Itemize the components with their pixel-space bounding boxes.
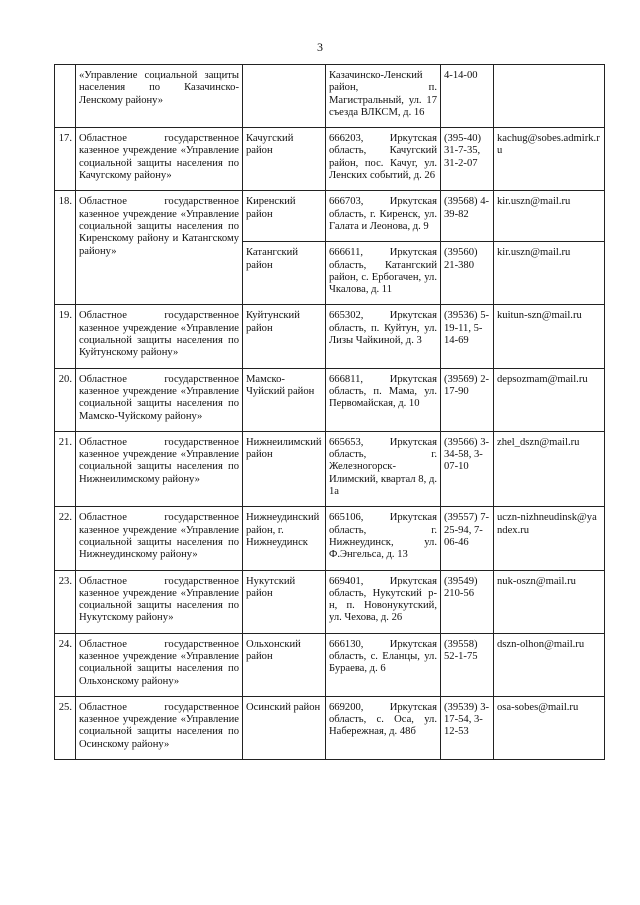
table-row [55,570,605,633]
email: uczn-nizhneudinsk@yandex.ru [494,507,605,570]
row-number: 17. [55,128,76,191]
email: kir.uszn@mail.ru [494,191,605,242]
table-row [55,368,605,431]
address: Казачинско-Ленский район, п. Магистральный, ул. 17 съезда ВЛКСМ, д. 16 [326,65,441,128]
address: 665302, Иркутская область, п. Куйтун, ул. Лизы Чайкиной, д. 3 [326,305,441,368]
address: 665106, Иркутская область, г. Нижнеудинск, ул. Ф.Энгельса, д. 13 [326,507,441,570]
table-row [55,696,605,759]
institution-name: Областное государственное казенное учреждение «Управление социальной защиты населения по Мамско-Чуйскому району» [76,368,243,431]
row-number: 18. [55,191,76,305]
email: kachug@sobes.admirk.ru [494,128,605,191]
table-row [55,633,605,696]
row-number: 19. [55,305,76,368]
table-row [55,431,605,506]
address: 665653, Иркутская область, г. Железногорск-Илимский, квартал 8, д. 1а [326,431,441,506]
district: Катангский район [243,242,326,305]
institution-name: Областное государственное казенное учреждение «Управление социальной защиты населения по Нукутскому району» [76,570,243,633]
institution-name: Областное государственное казенное учреждение «Управление социальной защиты населения по Качугскому району» [76,128,243,191]
district: Нукутский район [243,570,326,633]
district: Ольхонский район [243,633,326,696]
institution-name: Областное государственное казенное учреждение «Управление социальной защиты населения по Ольхонскому району» [76,633,243,696]
address: 669401, Иркутская область, Нукутский р-н, п. Новонукутский, ул. Чехова, д. 26 [326,570,441,633]
phone: (39557) 7-25-94, 7-06-46 [441,507,494,570]
phone: (39566) 3-34-58, 3-07-10 [441,431,494,506]
district: Куйтунский район [243,305,326,368]
institution-name: Областное государственное казенное учреждение «Управление социальной защиты населения по Нижнеудинскому району» [76,507,243,570]
address: 669200, Иркутская область, с. Оса, ул. Набережная, д. 48б [326,696,441,759]
row-number: 22. [55,507,76,570]
district: Качугский район [243,128,326,191]
email: osa-sobes@mail.ru [494,696,605,759]
address: 666811, Иркутская область, п. Мама, ул. Первомайская, д. 10 [326,368,441,431]
phone: (39549) 210-56 [441,570,494,633]
address: 666703, Иркутская область, г. Киренск, ул. Галата и Леонова, д. 9 [326,191,441,242]
phone: (39569) 2-17-90 [441,368,494,431]
email: depsozmam@mail.ru [494,368,605,431]
district: Нижнеудинский район, г. Нижнеудинск [243,507,326,570]
institution-name: «Управление социальной защиты населения по Казачинско-Ленскому району» [76,65,243,128]
address: 666611, Иркутская область, Катангский район, с. Ербогачен, ул. Чкалова, д. 11 [326,242,441,305]
row-number [55,65,76,128]
row-number: 21. [55,431,76,506]
phone: (39568) 4-39-82 [441,191,494,242]
district: Осинский район [243,696,326,759]
district [243,65,326,128]
email: zhel_dszn@mail.ru [494,431,605,506]
institutions-table [54,64,605,760]
district: Нижнеилимский район [243,431,326,506]
table-row [55,507,605,570]
phone: (39560) 21-380 [441,242,494,305]
institution-name: Областное государственное казенное учреждение «Управление социальной защиты населения по Нижнеилимскому району» [76,431,243,506]
institution-name: Областное государственное казенное учреждение «Управление социальной защиты населения по Куйтунскому району» [76,305,243,368]
table-row [55,191,605,242]
row-number: 25. [55,696,76,759]
phone: 4-14-00 [441,65,494,128]
email [494,65,605,128]
address: 666203, Иркутская область, Качугский район, пос. Качуг, ул. Ленских событий, д. 26 [326,128,441,191]
district: Мамско-Чуйский район [243,368,326,431]
district: Киренский район [243,191,326,242]
phone: (395-40) 31-7-35, 31-2-07 [441,128,494,191]
email: nuk-oszn@mail.ru [494,570,605,633]
phone: (39539) 3-17-54, 3-12-53 [441,696,494,759]
email: kir.uszn@mail.ru [494,242,605,305]
email: kuitun-szn@mail.ru [494,305,605,368]
page-number: 3 [317,40,323,54]
phone: (39558) 52-1-75 [441,633,494,696]
institution-name: Областное государственное казенное учреждение «Управление социальной защиты населения по Киренскому району и Катангскому району» [76,191,243,305]
email: dszn-olhon@mail.ru [494,633,605,696]
row-number: 23. [55,570,76,633]
address: 666130, Иркутская область, с. Еланцы, ул. Бураева, д. 6 [326,633,441,696]
row-number: 24. [55,633,76,696]
table-row [55,305,605,368]
phone: (39536) 5-19-11, 5-14-69 [441,305,494,368]
table-row [55,65,605,128]
row-number: 20. [55,368,76,431]
table-row [55,128,605,191]
institution-name: Областное государственное казенное учреждение «Управление социальной защиты населения по Осинскому району» [76,696,243,759]
